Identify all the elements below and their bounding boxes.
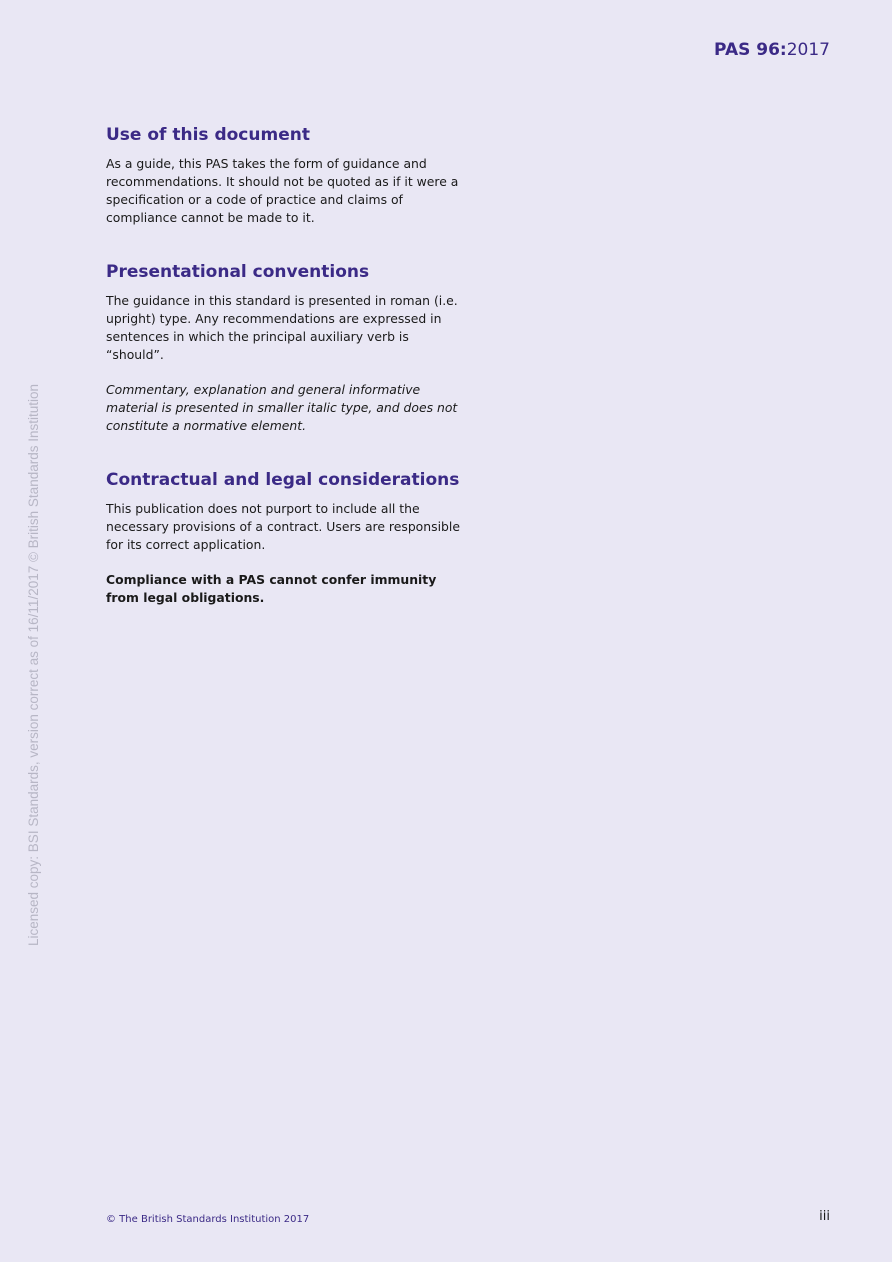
section-heading: Presentational conventions	[106, 262, 370, 282]
section-presentational-conventions	[106, 261, 466, 435]
section-heading: Contractual and legal considerations	[106, 470, 460, 490]
document-code	[714, 40, 830, 60]
compliance-statement: Compliance with a PAS cannot confer immunity from legal obligations.	[106, 572, 437, 605]
license-watermark: Licensed copy: BSI Standards, version correct as of 16/11/2017 © British Standards Institution	[26, 383, 41, 946]
section-heading: Use of this document	[106, 125, 310, 145]
commentary-paragraph: Commentary, explanation and general informative material is presented in smaller italic type, and does not constitute a normative element.	[106, 382, 458, 433]
document-code-year: 2017	[786, 40, 830, 60]
section-paragraph: The guidance in this standard is presented in roman (i.e. upright) type. Any recommendations are expressed in sentences in which the principal auxiliary verb is “should”.	[106, 293, 458, 362]
section-use-of-document	[106, 124, 466, 227]
section-paragraph: As a guide, this PAS takes the form of guidance and recommendations. It should not be quoted as if it were a specification or a code of practice and claims of compliance cannot be made to it.	[106, 156, 459, 225]
section-contractual-legal	[106, 469, 466, 607]
document-code-number: PAS 96:	[714, 40, 787, 60]
section-paragraph: This publication does not purport to include all the necessary provisions of a contract. Users are responsible for its correct application.	[106, 501, 460, 552]
page-number: iii	[819, 1209, 830, 1224]
footer-copyright: © The British Standards Institution 2017	[106, 1214, 310, 1225]
main-content	[106, 124, 466, 641]
